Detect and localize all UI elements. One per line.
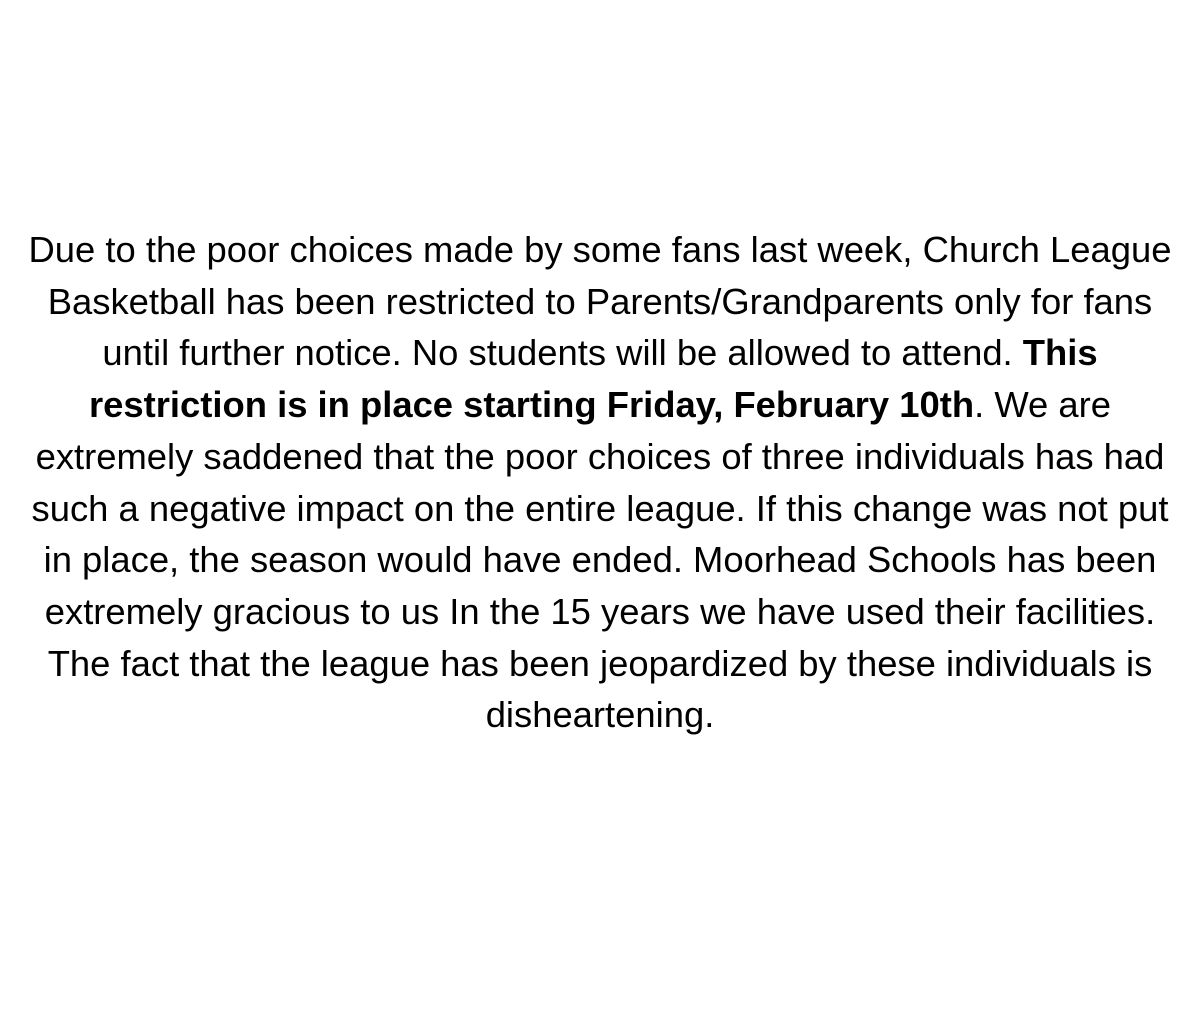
notice-text-intro: Due to the poor choices made by some fans last week, Church League Basketball has been restricted to Parents/Grandparents only for fans until further notice. No students will be allowed to attend. — [28, 229, 1172, 374]
notice-restriction-date: This restriction is in place starting Friday, February 10th — [89, 332, 1098, 426]
notice-text-body: . We are extremely saddened that the poor choices of three individuals has had such a negative impact on the entire league. If this change was not put in place, the season would have ended. Moorhead Schools has been extremely gracious to us In the 15 years we have used their facilities. The fact that the league has been jeopardized by these individuals is disheartening. — [31, 384, 1169, 736]
notice-text — [0, 224, 1200, 741]
